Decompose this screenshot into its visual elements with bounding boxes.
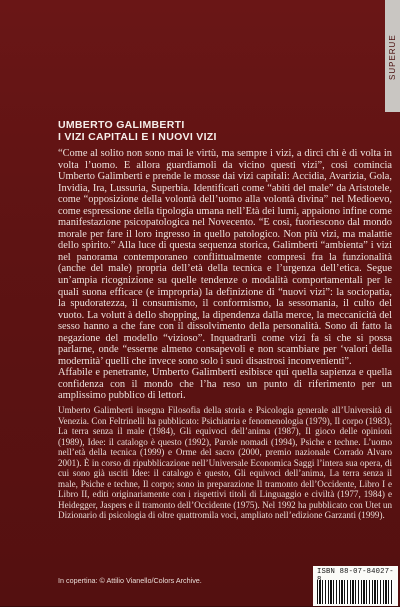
book-title: I VIZI CAPITALI E I NUOVI VIZI	[58, 131, 217, 143]
isbn-text: ISBN 88-07-84027-	[317, 568, 394, 576]
author-name: UMBERTO GALIMBERTI	[58, 119, 185, 131]
series-tab	[385, 0, 400, 112]
blurb	[58, 148, 392, 402]
barcode-bars	[317, 580, 394, 604]
blurb-paragraph-1: “Come al solito non sono mai le virtù, ma sempre i vizi, a dirci chi è di volta in volta l’uomo. E allora guardiamoli da vicino questi vizi”, così comincia Umberto Galimberti e prende le mosse dai vizi capitali: Accidia, Avarizia, Gola, Invidia, Ira, Lussuria, Superbia. Identificati come “abiti del male” da Aristotele, come “opposizione della volontà dell’uomo alla volontà divina” nel Medioevo, come espressione della tipologia umana nell’Età dei lumi, appaiono infine come manifestazione psicopatologica nel Novecento. “E così, fuoriescono dal mondo morale per fare il loro ingresso in quello patologico. Non più vizi, ma malattie dello spirito.” Alla luce di questa sequenza storica, Galimberti “ambienta” i vizi nel panorama contemporaneo conflittualmente compresi fra la funzionalità (anche del male) propria dell’età della tecnica e l’urgenza dell’etica. Segue un’ampia ricognizione su quelle tendenze o modalità comportamentali per le quali suona efficace (e impropria) la definizione di “nuovi vizi”: la sociopatia, la spudoratezza, il consumismo, il conformismo, la sessomania, il culto del vuoto. La volutt à dello shopping, la dipendenza dalla merce, la meccanicità del sesso hanno a che fare con il dissolvimento della personalità. Sono di fatto la negazione del modello “vizioso”. Inquadrarli come vizi fa sì che si possa parlarne, onde “esserne almeno consapevoli e non scambiare per ‘valori della modernità’ quelli che invece sono solo i suoi disastrosi inconvenienti”.	[58, 148, 392, 367]
blurb-paragraph-2: Affabile e penetrante, Umberto Galimberti esibisce qui quella sapienza e quella confidenza con il mondo che l’ha reso un punto di riferimento per un amplissimo pubblico di lettori.	[58, 367, 392, 402]
author-bio: Umberto Galimberti insegna Filosofia della storia e Psicologia generale all’Università di Venezia. Con Feltrinelli ha pubblicato: Psichiatria e fenomenologia (1979), Il corpo (1983), La terra senza il male (1984), Gli equivoci dell’anima (1987), Il gioco delle opinioni (1989), Idee: il catalogo è questo (1992), Parole nomadi (1994), Psiche e techne. L’uomo nell’età della tecnica (1999) e Orme del sacro (2000, premio nazionale Corrado Alvaro 2001). È in corso di ripubblicazione nell’Universale Economica Saggi l’intera sua opera, di cui sono già usciti Idee: il catalogo è questo, Gli equivoci dell’anima, La terra senza il male, Psiche e techne, Il corpo; sono in preparazione Il tramonto dell’Occidente, Libro I e Libro II, editi originariamente con i rispettivi titoli di Linguaggio e civiltà (1977, 1984) e Heidegger, Jaspers e il tramonto dell’Occidente (1975). Nel 1992 ha pubblicato con Utet un Dizionario di psicologia di oltre quattromila voci, ampliato nell’edizione Garzanti (1999).	[58, 405, 392, 521]
series-label: SUPERUE	[388, 34, 397, 80]
cover-credit: In copertina: © Attilio Vianello/Colors Archive.	[58, 576, 202, 585]
isbn-barcode	[313, 566, 398, 606]
